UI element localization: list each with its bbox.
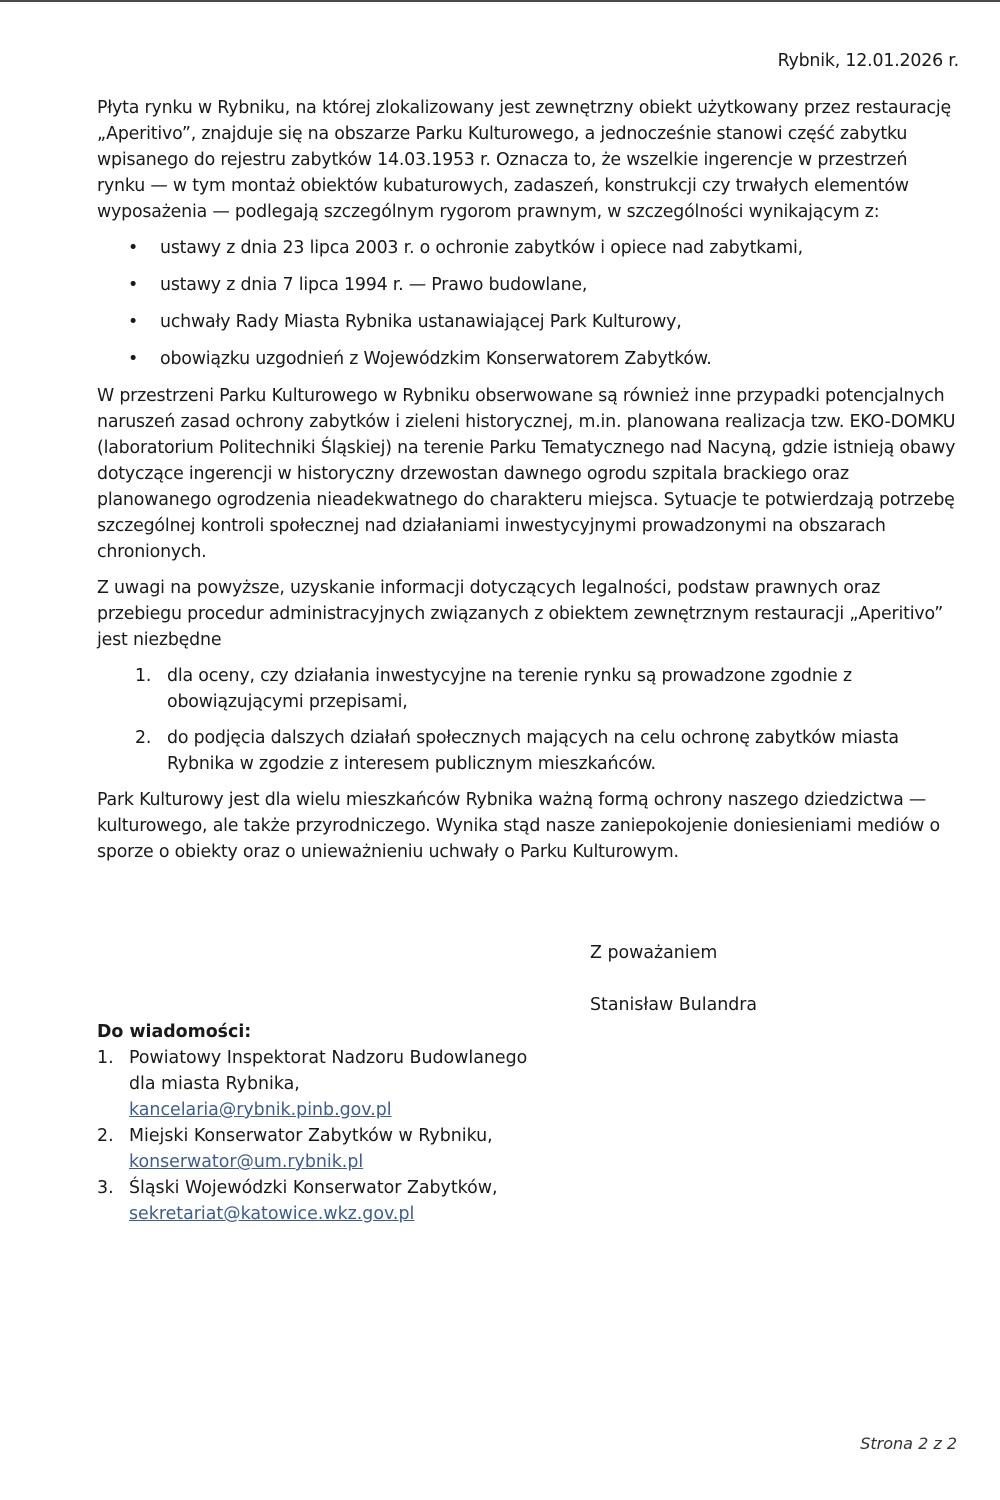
bullet-icon: • <box>128 312 139 332</box>
closing-phrase: Z poważaniem <box>590 943 718 963</box>
letter-body <box>97 48 959 875</box>
list-item-text: obowiązku uzgodnień z Wojewódzkim Konserwatorem Zabytków. <box>160 349 712 369</box>
signer-name: Stanisław Bulandra <box>590 995 758 1015</box>
cc-item <box>97 1175 577 1227</box>
list-item-text: dla oceny, czy działania inwestycyjne na terenie rynku są prowadzone zgodnie z obowiązującymi przepisami, <box>167 666 852 712</box>
list-number: 1. <box>97 1048 114 1068</box>
page-top-border <box>0 0 1000 2</box>
cc-item <box>97 1045 577 1123</box>
legal-basis-list <box>97 235 959 372</box>
list-item-text: do podjęcia dalszych działań społecznych mających na celu ochronę zabytków miasta Rybnika w zgodzie z interesem publicznym mieszkańców. <box>167 728 899 774</box>
cc-recipient-line: Powiatowy Inspektorat Nadzoru Budowlanego <box>129 1048 528 1068</box>
paragraph-need-info: Z uwagi na powyższe, uzyskanie informacji dotyczących legalności, podstaw prawnych oraz przebiegu procedur administracyjnych związanych z obiektem zewnętrznym restauracji „Aperitivo” jest niezbędne <box>97 578 944 650</box>
list-item <box>97 663 959 715</box>
bullet-icon: • <box>128 238 139 258</box>
list-item <box>97 725 959 777</box>
purposes-list <box>97 663 959 777</box>
list-item <box>97 309 959 335</box>
cc-recipient-line: Miejski Konserwator Zabytków w Rybniku, <box>129 1126 493 1146</box>
cc-section <box>97 1019 577 1227</box>
bullet-icon: • <box>128 275 139 295</box>
paragraph-intro: Płyta rynku w Rybniku, na której zlokalizowany jest zewnętrzny obiekt użytkowany przez restaurację „Aperitivo”, znajduje się na obszarze Parku Kulturowego, a jednocześnie stanowi część zabytku wpisanego do rejestru zabytków 14.03.1953 r. Oznacza to, że wszelkie ingerencje w przestrzeń rynku — w tym montaż obiektów kubaturowych, zadaszeń, konstrukcji czy trwałych elementów wyposażenia — podlegają szczególnym rygorom prawnym, w szczególności wynikającym z: <box>97 98 952 222</box>
paragraph-other-cases: W przestrzeni Parku Kulturowego w Rybniku obserwowane są również inne przypadki potencjalnych naruszeń zasad ochrony zabytków i zieleni historycznej, m.in. planowana realizacja tzw. EKO-DOMKU (laboratorium Politechniki Śląskiej) na terenie Parku Tematycznego nad Nacyną, gdzie istnieją obawy dotyczące ingerencji w historyczny drzewostan dawnego ogrodu szpitala brackiego oraz planowanego ogrodzenia nieadekwatnego do charakteru miejsca. Sytuacje te potwierdzają potrzebę szczególnej kontroli społecznej nad działaniami inwestycyjnymi prowadzonymi na obszarach chronionych. <box>97 386 956 562</box>
list-item-text: ustawy z dnia 7 lipca 1994 r. — Prawo budowlane, <box>160 275 588 295</box>
list-item <box>97 346 959 372</box>
page-number: Strona 2 z 2 <box>860 1434 957 1453</box>
email-link[interactable]: kancelaria@rybnik.pinb.gov.pl <box>129 1100 392 1120</box>
list-number: 3. <box>97 1178 114 1198</box>
list-item <box>97 235 959 261</box>
cc-item <box>97 1123 577 1175</box>
signature-block <box>590 940 757 1044</box>
place-and-date: Rybnik, 12.01.2026 r. <box>777 51 959 71</box>
list-item-text: ustawy z dnia 23 lipca 2003 r. o ochronie zabytków i opiece nad zabytkami, <box>160 238 803 258</box>
cc-title: Do wiadomości: <box>97 1022 252 1042</box>
list-item-text: uchwały Rady Miasta Rybnika ustanawiającej Park Kulturowy, <box>160 312 682 332</box>
bullet-icon: • <box>128 349 139 369</box>
list-number: 2. <box>135 728 152 748</box>
cc-recipient-line: Śląski Wojewódzki Konserwator Zabytków, <box>129 1178 498 1198</box>
email-link[interactable]: konserwator@um.rybnik.pl <box>129 1152 364 1172</box>
list-item <box>97 272 959 298</box>
cc-list <box>97 1045 577 1227</box>
paragraph-concern: Park Kulturowy jest dla wielu mieszkańców Rybnika ważną formą ochrony naszego dziedzictwa — kulturowego, ale także przyrodniczego. Wynika stąd nasze zaniepokojenie doniesieniami mediów o sporze o obiekty oraz o unieważnieniu uchwały o Parku Kulturowym. <box>97 790 940 862</box>
cc-recipient-line: dla miasta Rybnika, <box>129 1074 300 1094</box>
list-number: 1. <box>135 666 152 686</box>
list-number: 2. <box>97 1126 114 1146</box>
email-link[interactable]: sekretariat@katowice.wkz.gov.pl <box>129 1204 415 1224</box>
